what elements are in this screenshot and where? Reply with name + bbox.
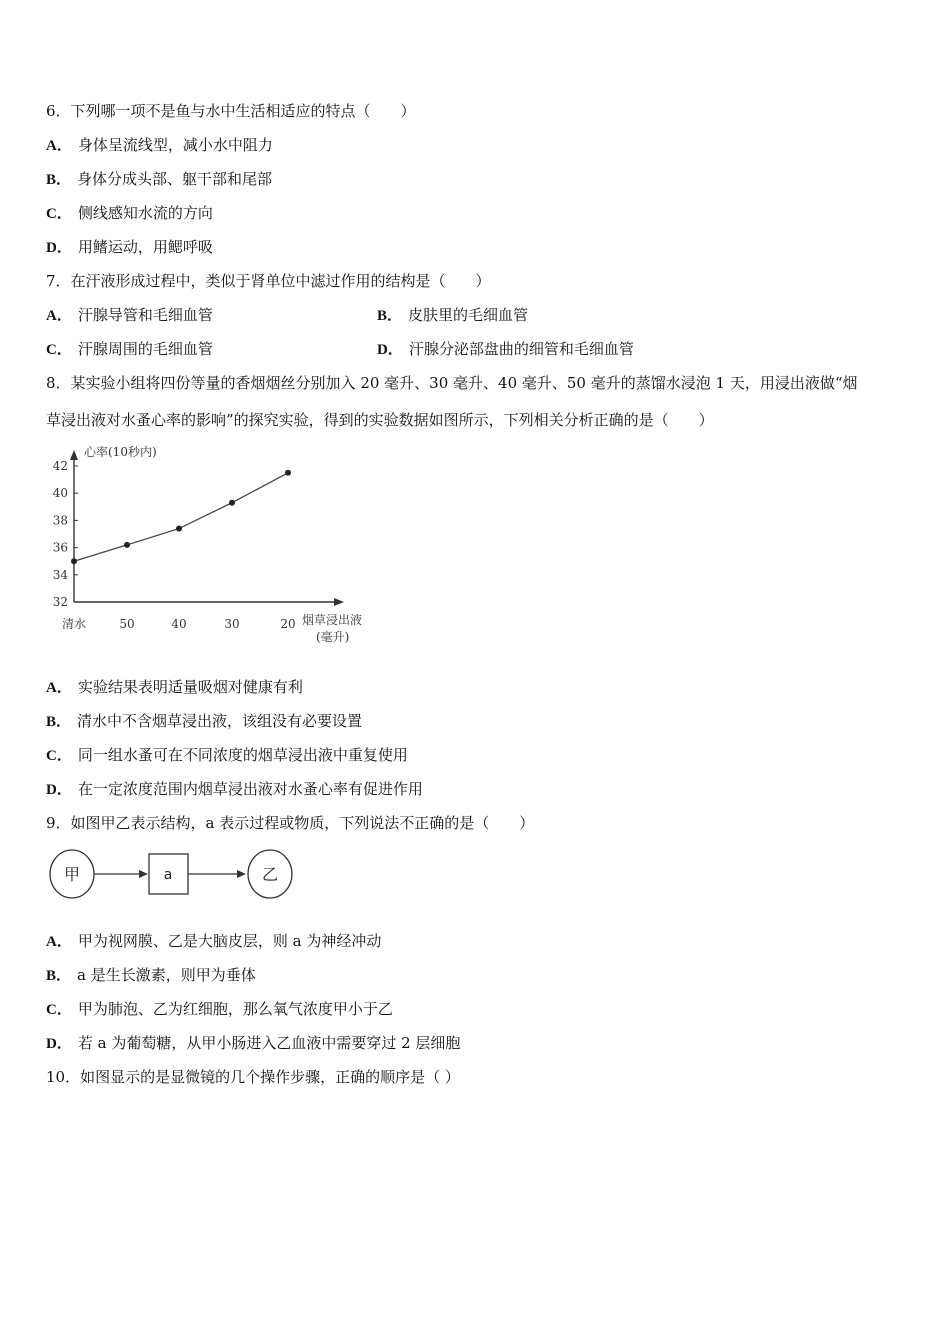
option-text: 汗腺周围的毛细血管 — [77, 340, 213, 358]
option-text: 侧线感知水流的方向 — [77, 204, 213, 222]
option-label: B． — [377, 308, 403, 324]
q9-stem: 9．如图甲乙表示结构，a 表示过程或物质，下列说法不正确的是（ ） — [46, 814, 535, 832]
option-text: a 是生长激素，则甲为垂体 — [77, 966, 256, 984]
node-a-label: a — [163, 867, 173, 883]
option-label: B． — [46, 968, 72, 984]
x-axis-unit: (毫升) — [316, 630, 350, 644]
x-tick-label: 清水 — [61, 617, 87, 631]
option-text: 身体分成头部、躯干部和尾部 — [77, 170, 273, 188]
data-point — [285, 470, 291, 476]
option-label: A． — [46, 934, 72, 950]
y-tick-label: 40 — [52, 486, 68, 501]
y-tick-label: 42 — [52, 459, 68, 473]
heart-rate-chart — [44, 438, 404, 653]
structure-diagram — [46, 844, 306, 904]
x-axis-arrow — [334, 598, 344, 606]
option-label: D． — [46, 240, 72, 256]
q6-option-b — [46, 169, 272, 190]
option-text: 若 a 为葡萄糖，从甲小肠进入乙血液中需要穿过 2 层细胞 — [77, 1034, 461, 1052]
y-axis-arrow — [70, 450, 78, 460]
y-tick-label: 34 — [52, 567, 68, 582]
arrow-1-head — [139, 870, 148, 878]
y-tick-label: 38 — [52, 513, 68, 528]
option-label: C． — [46, 748, 72, 764]
option-text: 清水中不含烟草浸出液，该组没有必要设置 — [77, 712, 363, 730]
x-tick-label: 20 — [280, 617, 296, 631]
option-label: C． — [46, 1002, 72, 1018]
q7-stem: 7．在汗液形成过程中，类似于肾单位中滤过作用的结构是（ ） — [46, 272, 491, 290]
option-text: 身体呈流线型，减小水中阻力 — [77, 136, 273, 154]
q8-option-c — [46, 745, 408, 766]
q9-option-d — [46, 1033, 460, 1054]
q6-option-a — [46, 135, 273, 156]
option-text: 甲为视网膜、乙是大脑皮层，则 a 为神经冲动 — [77, 932, 382, 950]
option-text: 在一定浓度范围内烟草浸出液对水蚤心率有促进作用 — [77, 780, 423, 798]
option-label: B． — [46, 172, 72, 188]
q8-option-b — [46, 711, 362, 732]
data-point — [124, 542, 130, 548]
option-text: 汗腺分泌部盘曲的细管和毛细血管 — [408, 340, 634, 358]
option-text: 实验结果表明适量吸烟对健康有利 — [77, 678, 303, 696]
q9-option-c — [46, 999, 393, 1020]
option-label: A． — [46, 308, 72, 324]
q9-option-a — [46, 931, 381, 952]
option-text: 同一组水蚤可在不同浓度的烟草浸出液中重复使用 — [77, 746, 408, 764]
option-label: A． — [46, 680, 72, 696]
series-line — [74, 473, 288, 561]
q8-stem-line1: 8．某实验小组将四份等量的香烟烟丝分别加入 20 毫升、30 毫升、40 毫升、50 毫升的蒸馏水浸泡 1 天，用浸出液做“烟 — [46, 374, 858, 392]
option-label: B． — [46, 714, 72, 730]
y-tick-label: 32 — [52, 595, 68, 609]
q8-option-a — [46, 677, 303, 698]
q7-option-b — [377, 305, 528, 326]
option-text: 汗腺导管和毛细血管 — [77, 306, 213, 324]
q8-option-d — [46, 779, 423, 800]
option-text: 皮肤里的毛细血管 — [408, 306, 529, 324]
q7-option-c — [46, 339, 213, 360]
arrow-2-head — [237, 870, 246, 878]
option-label: D． — [46, 782, 72, 798]
q6-option-d — [46, 237, 213, 258]
q6-stem: 6．下列哪一项不是鱼与水中生活相适应的特点（ ） — [46, 102, 416, 120]
data-point — [229, 500, 235, 506]
q6-option-c — [46, 203, 213, 224]
q8-stem-line2: 草浸出液对水蚤心率的影响”的探究实验，得到的实验数据如图所示，下列相关分析正确的是（ ） — [46, 411, 714, 429]
option-text: 甲为肺泡、乙为红细胞，那么氧气浓度甲小于乙 — [77, 1000, 393, 1018]
q10-stem: 10．如图显示的是显微镜的几个操作步骤，正确的顺序是（ ） — [46, 1068, 460, 1086]
option-text: 用鳍运动，用鳃呼吸 — [77, 238, 213, 256]
y-tick-label: 36 — [52, 540, 68, 555]
data-points — [71, 470, 291, 564]
option-label: C． — [46, 206, 72, 222]
x-tick-label: 40 — [171, 617, 187, 631]
node-jia-label: 甲 — [63, 865, 81, 884]
x-tick-label: 50 — [119, 617, 135, 631]
data-point — [176, 526, 182, 532]
option-label: D． — [46, 1036, 72, 1052]
node-yi-label: 乙 — [261, 865, 279, 884]
x-tick-label: 30 — [224, 617, 240, 631]
y-axis-label: 心率(10秒内) — [84, 445, 157, 459]
option-label: D． — [377, 342, 403, 358]
x-axis-label: 烟草浸出液 — [302, 613, 363, 627]
q7-option-a — [46, 305, 213, 326]
option-label: C． — [46, 342, 72, 358]
q9-option-b — [46, 965, 256, 986]
data-point — [71, 558, 77, 564]
x-ticks — [62, 616, 296, 631]
option-label: A． — [46, 138, 72, 154]
q7-option-d — [377, 339, 634, 360]
